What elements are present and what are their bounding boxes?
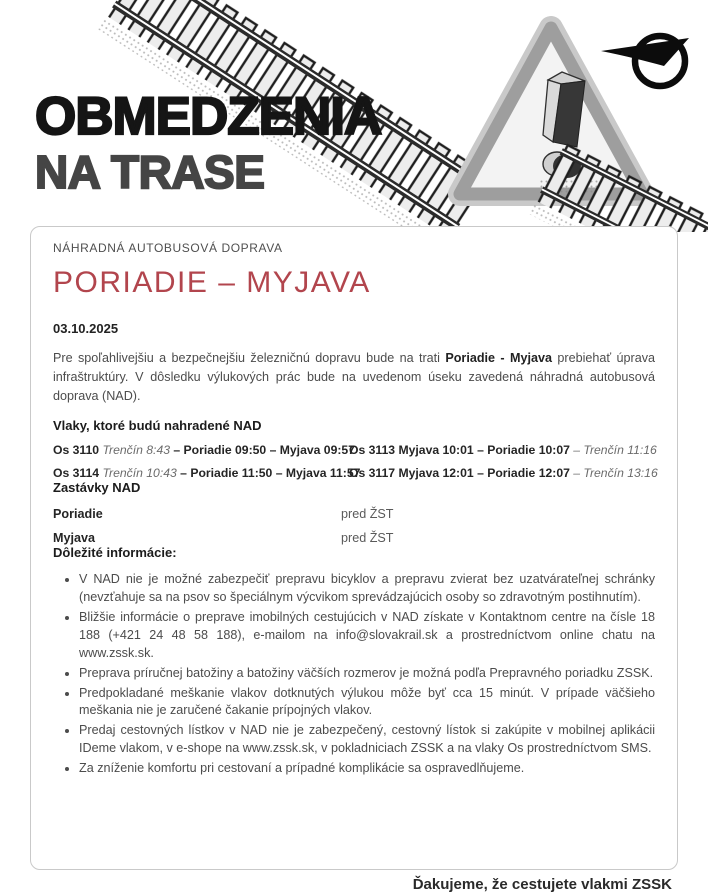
- train-destination: – Trenčín 11:16: [573, 443, 657, 458]
- train-id-times: Os 3113 Myjava 10:01 – Poriadie 10:07: [349, 443, 574, 458]
- intro-route-bold: Poriadie - Myjava: [445, 351, 552, 365]
- trains-grid: [53, 443, 658, 481]
- train-id-times: Os 3114: [53, 466, 103, 481]
- stop-location: pred ŽST: [341, 531, 394, 546]
- train-times: – Poriadie 11:50 – Myjava 11:57: [180, 466, 361, 481]
- train-times: – Poriadie 09:50 – Myjava 09:57: [173, 443, 355, 458]
- notice-card: [30, 226, 678, 870]
- notice-kicker: NÁHRADNÁ AUTOBUSOVÁ DOPRAVA: [53, 241, 283, 255]
- train-row: [349, 466, 658, 480]
- page-title: [35, 87, 382, 198]
- intro-paragraph: [53, 349, 655, 406]
- trains-heading: Vlaky, ktoré budú nahradené NAD: [53, 418, 262, 434]
- train-id-times: Os 3110: [53, 443, 103, 458]
- route-title: PORIADIE – MYJAVA: [53, 266, 371, 299]
- stops-heading: Zastávky NAD: [53, 480, 141, 496]
- train-origin: Trenčín 8:43: [102, 443, 174, 458]
- list-item: • Preprava príručnej batožiny a batožiny väčších rozmerov je možná podľa Prepravného poriadku ZSSK.: [79, 665, 655, 683]
- intro-text-after: prebiehať úprava infraštruktúry. V dôsledku výlukových prác bude na uvedenom úseku zavedená náhradná autobusová doprava (NAD).: [53, 351, 656, 403]
- page-title-line1: OBMEDZENIA: [35, 87, 382, 146]
- train-row: [53, 443, 355, 458]
- zssk-logo-icon: [601, 36, 689, 86]
- list-item: • Bližšie informácie o preprave imobilných cestujúcich v NAD získate v Kontaktnom centre na čísle 18 188 (+421 24 48 58 188), e-mailom na info@slovakrail.sk a prostredníctvom online chatu na www.zssk.sk.: [79, 609, 655, 663]
- info-heading: Dôležité informácie:: [53, 545, 177, 561]
- list-item: • Predaj cestovných lístkov v NAD nie je zabezpečený, cestovný lístok si zakúpite v mobilnej aplikácii IDeme vlakom, v e-shope na www.zssk.sk, v pokladniciach ZSSK a na vlaky Os prostredníctvom SMS.: [79, 722, 655, 758]
- train-id-times: Os 3117 Myjava 12:01 – Poriadie 12:07: [349, 466, 574, 481]
- footer-slogan: Ďakujeme, že cestujete vlakmi ZSSK: [412, 876, 672, 893]
- list-item: • Za zníženie komfortu pri cestovaní a prípadné komplikácie sa ospravedlňujeme.: [79, 760, 655, 778]
- train-row: [349, 443, 658, 457]
- stops-table: [53, 507, 655, 545]
- hero-header: [0, 0, 708, 232]
- stop-name: Poriadie: [53, 507, 103, 522]
- stop-name: Myjava: [53, 531, 96, 546]
- notice-date: 03.10.2025: [53, 321, 119, 336]
- list-item: • V NAD nie je možné zabezpečiť prepravu bicyklov a prepravu zvierat bez uzatvárateľnej schránky (nevzťahuje sa na psov so špeciálnym výcvikom sprevádzajúcich osoby so zdravotným postihnutím).: [79, 571, 655, 607]
- train-origin: Trenčín 10:43: [102, 466, 181, 481]
- intro-text-before: Pre spoľahlivejšiu a bezpečnejšiu železničnú dopravu bude na trati: [53, 351, 446, 365]
- info-list: [53, 571, 655, 778]
- stop-location: pred ŽST: [341, 507, 394, 522]
- train-destination: – Trenčín 13:16: [573, 466, 658, 481]
- train-row: [53, 466, 361, 481]
- list-item: • Predpokladané meškanie vlakov dotknutých výlukou môže byť cca 15 minút. V prípade väčšieho meškania nie je zaručené čakanie prípojných vlakov.: [79, 685, 655, 721]
- page-title-line2: NA TRASE: [35, 146, 265, 198]
